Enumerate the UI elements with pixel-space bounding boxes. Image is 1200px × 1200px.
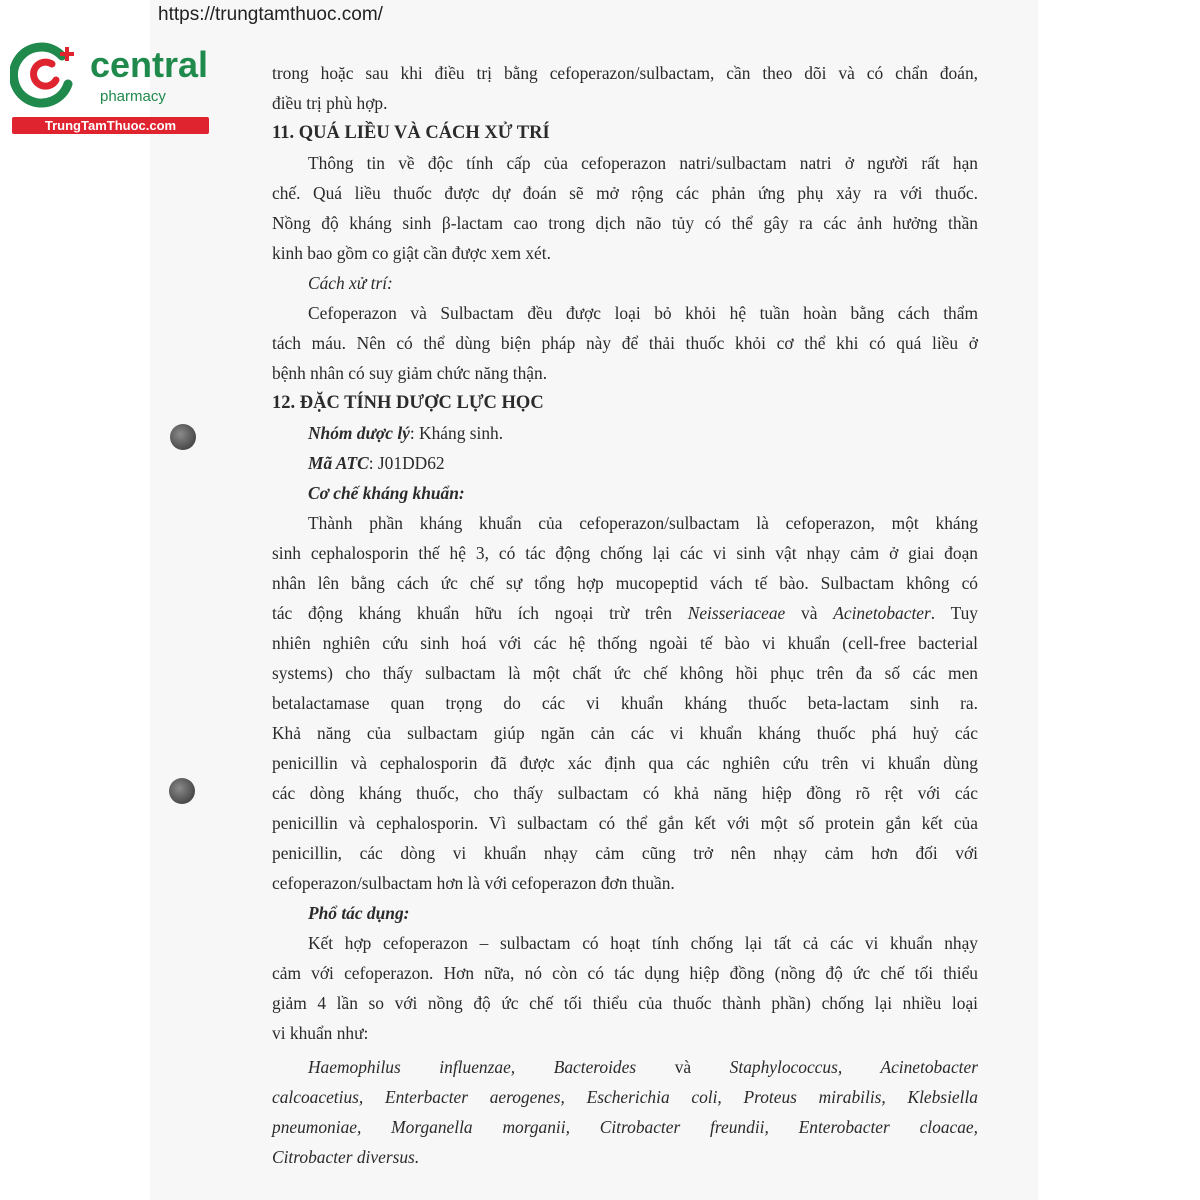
paragraph-line: Thành phần kháng khuẩn của cefoperazon/sulbactam là cefoperazon, một kháng <box>308 513 978 533</box>
atc-code-line <box>272 448 978 478</box>
paragraph-line: penicillin và cephalosporin đã được xác định qua các nghiên cứu trên vi khuẩn dùng <box>272 753 978 773</box>
paragraph-line: nhiên nghiên cứu sinh hoá với các hệ thống ngoài tế bào vi khuẩn (cell-free bacterial <box>272 633 978 653</box>
paragraph-line: penicillin và cephalosporin. Vì sulbactam có thể gắn kết với một số protein gắn kết của <box>272 813 978 833</box>
central-pharmacy-logo[interactable] <box>10 38 215 138</box>
paragraph-line: Kết hợp cefoperazon – sulbactam có hoạt tính chống lại tất cả các vi khuẩn nhạy <box>308 933 978 953</box>
brand-subtitle: pharmacy <box>100 88 166 105</box>
atc-label: Mã ATC <box>308 453 369 473</box>
punch-hole <box>170 424 196 450</box>
paragraph-line: tác động kháng khuẩn hữu ích ngoại trừ trên Neisseriaceae và Acinetobacter. Tuy <box>272 603 978 623</box>
paragraph-line: vi khuẩn như: <box>272 1023 369 1043</box>
bacteria-list-line: calcoacetius, Enterbacter aerogenes, Escherichia coli, Proteus mirabilis, Klebsiella <box>272 1087 978 1107</box>
source-url[interactable]: https://trungtamthuoc.com/ <box>158 4 383 25</box>
paragraph-line: các dòng kháng thuốc, cho thấy sulbactam có khả năng hiệp đồng rõ rệt với các <box>272 783 978 803</box>
paragraph-line: Khả năng của sulbactam giúp ngăn cản các vi khuẩn kháng thuốc phá huỷ các <box>272 723 978 743</box>
bacteria-list-line: Citrobacter diversus. <box>272 1147 420 1167</box>
paragraph-line: cefoperazon/sulbactam hơn là với cefoperazon đơn thuần. <box>272 873 675 893</box>
paragraph-line: bệnh nhân có suy giảm chức năng thận. <box>272 363 548 383</box>
paragraph-line: điều trị phù hợp. <box>272 93 388 113</box>
paragraph-line: betalactamase quan trọng do các vi khuẩn kháng thuốc beta-lactam sinh ra. <box>272 693 978 713</box>
document-body <box>272 58 978 1172</box>
drug-group-value: : Kháng sinh. <box>409 423 504 443</box>
bacteria-list-line: Haemophilus influenzae, Bacteroides và Staphylococcus, Acinetobacter <box>308 1057 978 1077</box>
atc-value: : J01DD62 <box>368 453 445 473</box>
paragraph-line: Cefoperazon và Sulbactam đều được loại bỏ khỏi hệ tuần hoàn bằng cách thẩm <box>308 303 978 323</box>
paragraph-line: Thông tin về độc tính cấp của cefoperazon natri/sulbactam natri ở người rất hạn <box>308 153 978 173</box>
paragraph-line: cảm với cefoperazon. Hơn nữa, nó còn có tác dụng hiệp đồng (nồng độ ức chế tối thiểu <box>272 963 978 983</box>
pharmacy-cross-icon <box>10 38 80 108</box>
bacteria-list-line: pneumoniae, Morganella morganii, Citrobacter freundii, Enterobacter cloacae, <box>272 1117 978 1137</box>
paragraph-line: trong hoặc sau khi điều trị bằng cefoperazon/sulbactam, cần theo dõi và có chẩn đoán, <box>272 63 978 83</box>
drug-group-line <box>272 418 978 448</box>
paragraph-line: tách máu. Nên có thể dùng biện pháp này để thải thuốc khỏi cơ thể khi có quá liều ở <box>272 333 978 353</box>
brand-site-banner: TrungTamThuoc.com <box>12 117 209 134</box>
section-heading-pharmacodynamics: 12. ĐẶC TÍNH DƯỢC LỰC HỌC <box>272 393 544 413</box>
drug-group-label: Nhóm dược lý <box>308 423 410 443</box>
paragraph-line: Nồng độ kháng sinh β-lactam cao trong dịch não tủy có thể gây ra các ảnh hưởng thần <box>272 213 978 233</box>
punch-hole <box>169 778 195 804</box>
paragraph-line: sinh cephalosporin thế hệ 3, có tác động chống lại các vi sinh vật nhạy cảm ở giai đoạn <box>272 543 978 563</box>
paragraph-line: chế. Quá liều thuốc được dự đoán sẽ mở rộng các phản ứng phụ xảy ra với thuốc. <box>272 183 978 203</box>
paragraph-line: giảm 4 lần so với nồng độ ức chế tối thiểu của thuốc thành phần) chống lại nhiều loại <box>272 993 978 1013</box>
subheading-treatment: Cách xử trí: <box>308 273 393 293</box>
paragraph-line: kinh bao gồm co giật cần được xem xét. <box>272 243 551 263</box>
subheading-mechanism: Cơ chế kháng khuẩn: <box>308 483 465 503</box>
section-heading-overdose: 11. QUÁ LIỀU VÀ CÁCH XỬ TRÍ <box>272 123 550 143</box>
subheading-spectrum: Phổ tác dụng: <box>308 903 410 923</box>
paragraph-line: systems) cho thấy sulbactam là một chất ức chế không hồi phục trên đa số các men <box>272 663 978 683</box>
brand-name: central <box>90 44 209 85</box>
paragraph-line: penicillin, các dòng vi khuẩn nhạy cảm cũng trở nên nhạy cảm hơn đối với <box>272 843 978 863</box>
paragraph-line: nhân lên bằng cách ức chế sự tổng hợp mucopeptid vách tế bào. Sulbactam không có <box>272 573 978 593</box>
